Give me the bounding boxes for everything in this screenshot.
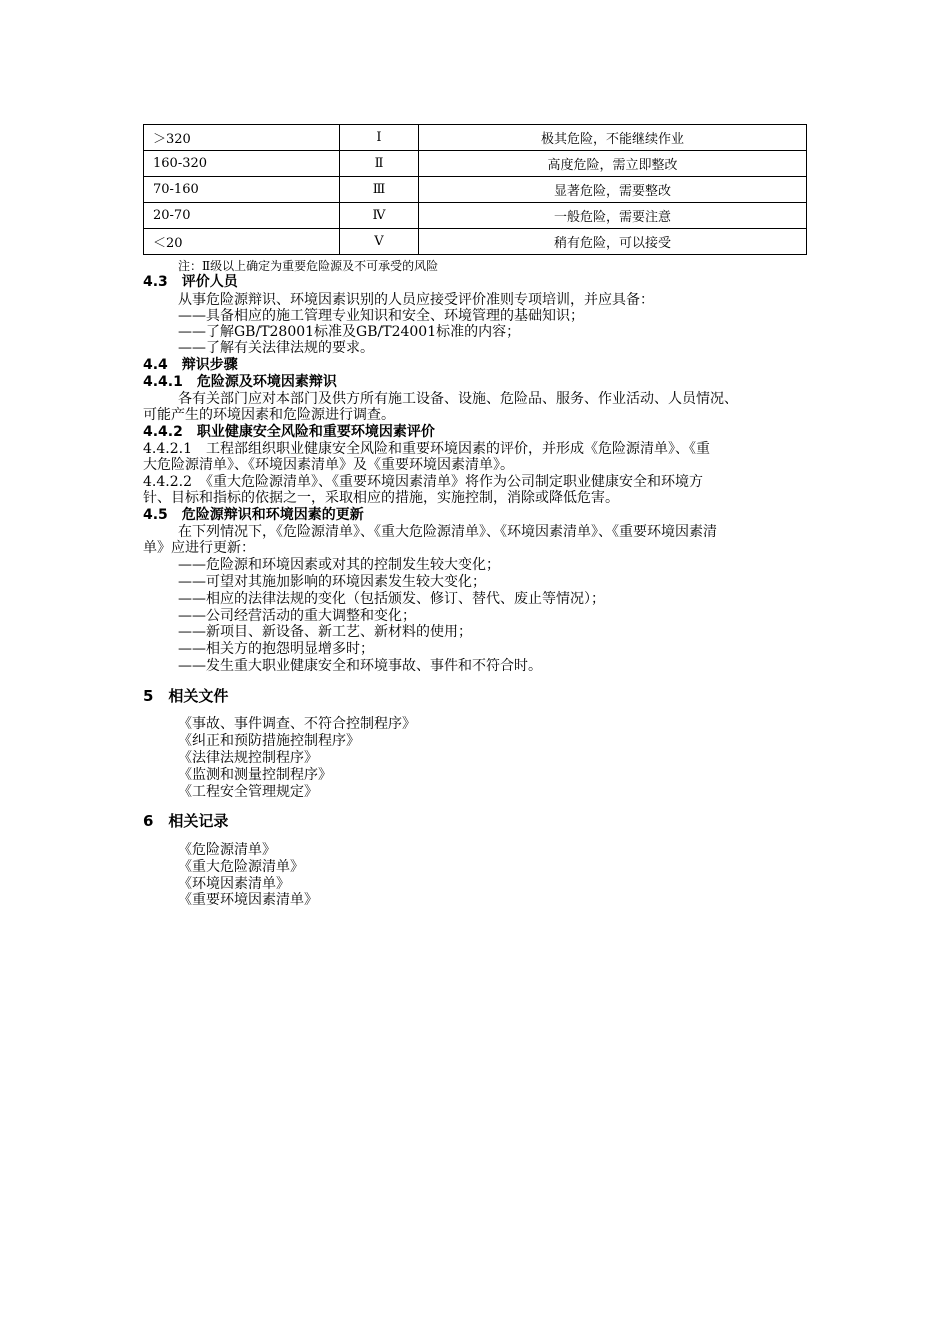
list-item: 《法律法规控制程序》 [178,750,318,766]
list-item: 《监测和测量控制程序》 [178,767,332,783]
section-4-5-intro: 在下列情况下，《危险源清单》、《重大危险源清单》、《环境因素清单》、《重要环境因素清 [178,524,717,540]
table-row [144,229,807,255]
section-4-4-2-2-text: 针、目标和指标的依据之一，采取相应的措施，实施控制，消除或降低危害。 [143,490,619,506]
list-item: 《事故、事件调查、不符合控制程序》 [178,716,416,732]
section-6-heading: 6 相关记录 [143,812,229,830]
description-cell: 极其危险，不能继续作业 [419,125,807,151]
section-4-4-1-text: 各有关部门应对本部门及供方所有施工设备、设施、危险品、服务、作业活动、人员情况、 [178,391,738,407]
level-cell: Ⅱ [340,151,419,177]
list-item: ——具备相应的施工管理专业知识和安全、环境管理的基础知识； [178,308,584,324]
list-item: ——发生重大职业健康安全和环境事故、事件和不符合时。 [178,658,542,674]
score-cell: 160-320 [144,151,340,177]
section-4-4-1-heading: 4.4.1 危险源及环境因素辩识 [143,374,337,390]
list-item: ——新项目、新设备、新工艺、新材料的使用； [178,624,472,640]
list-item: 《重大危险源清单》 [178,859,304,875]
list-item: ——危险源和环境因素或对其的控制发生较大变化； [178,557,500,573]
description-cell: 稍有危险，可以接受 [419,229,807,255]
list-item: 《纠正和预防措施控制程序》 [178,733,360,749]
section-4-4-heading: 4.4 辩识步骤 [143,357,238,373]
table-row [144,151,807,177]
table-note: 注：Ⅱ级以上确定为重要危险源及不可承受的风险 [178,259,439,273]
level-cell: Ⅴ [340,229,419,255]
section-4-5-heading: 4.5 危险源辩识和环境因素的更新 [143,507,364,523]
score-cell: 20-70 [144,203,340,229]
section-4-3-heading: 4.3 评价人员 [143,274,238,290]
list-item: 《工程安全管理规定》 [178,784,318,800]
risk-level-table [143,124,807,255]
list-item: ——相关方的抱怨明显增多时； [178,641,374,657]
level-cell: Ⅳ [340,203,419,229]
section-4-4-2-1-text: 大危险源清单》、《环境因素清单》及《重要环境因素清单》。 [143,457,514,473]
list-item: ——相应的法律法规的变化（包括颁发、修订、替代、废止等情况）； [178,591,605,607]
section-4-4-1-text: 可能产生的环境因素和危险源进行调查。 [143,407,395,423]
list-item: 《重要环境因素清单》 [178,892,318,908]
score-cell: ＞320 [144,125,340,151]
list-item: ——公司经营活动的重大调整和变化； [178,608,416,624]
description-cell: 一般危险，需要注意 [419,203,807,229]
section-4-4-2-2-text: 4.4.2.2 《重大危险源清单》、《重要环境因素清单》将作为公司制定职业健康安全和环境方 [143,474,703,490]
list-item: ——了解有关法律法规的要求。 [178,340,374,356]
section-4-4-2-heading: 4.4.2 职业健康安全风险和重要环境因素评价 [143,424,435,440]
list-item: ——了解GB/T28001标准及GB/T24001标准的内容； [178,324,521,340]
table-row [144,177,807,203]
section-4-3-intro: 从事危险源辩识、环境因素识别的人员应接受评价准则专项培训，并应具备： [178,292,654,308]
section-4-4-2-1-text: 4.4.2.1 工程部组织职业健康安全风险和重要环境因素的评价，并形成《危险源清单》、《重 [143,441,710,457]
score-cell: ＜20 [144,229,340,255]
list-item: 《环境因素清单》 [178,876,290,892]
score-cell: 70-160 [144,177,340,203]
table-row [144,203,807,229]
list-item: ——可望对其施加影响的环境因素发生较大变化； [178,574,486,590]
level-cell: Ⅰ [340,125,419,151]
level-cell: Ⅲ [340,177,419,203]
section-5-heading: 5 相关文件 [143,687,229,705]
table-row [144,125,807,151]
description-cell: 显著危险，需要整改 [419,177,807,203]
list-item: 《危险源清单》 [178,842,276,858]
description-cell: 高度危险，需立即整改 [419,151,807,177]
section-4-5-intro: 单》应进行更新： [143,540,255,556]
